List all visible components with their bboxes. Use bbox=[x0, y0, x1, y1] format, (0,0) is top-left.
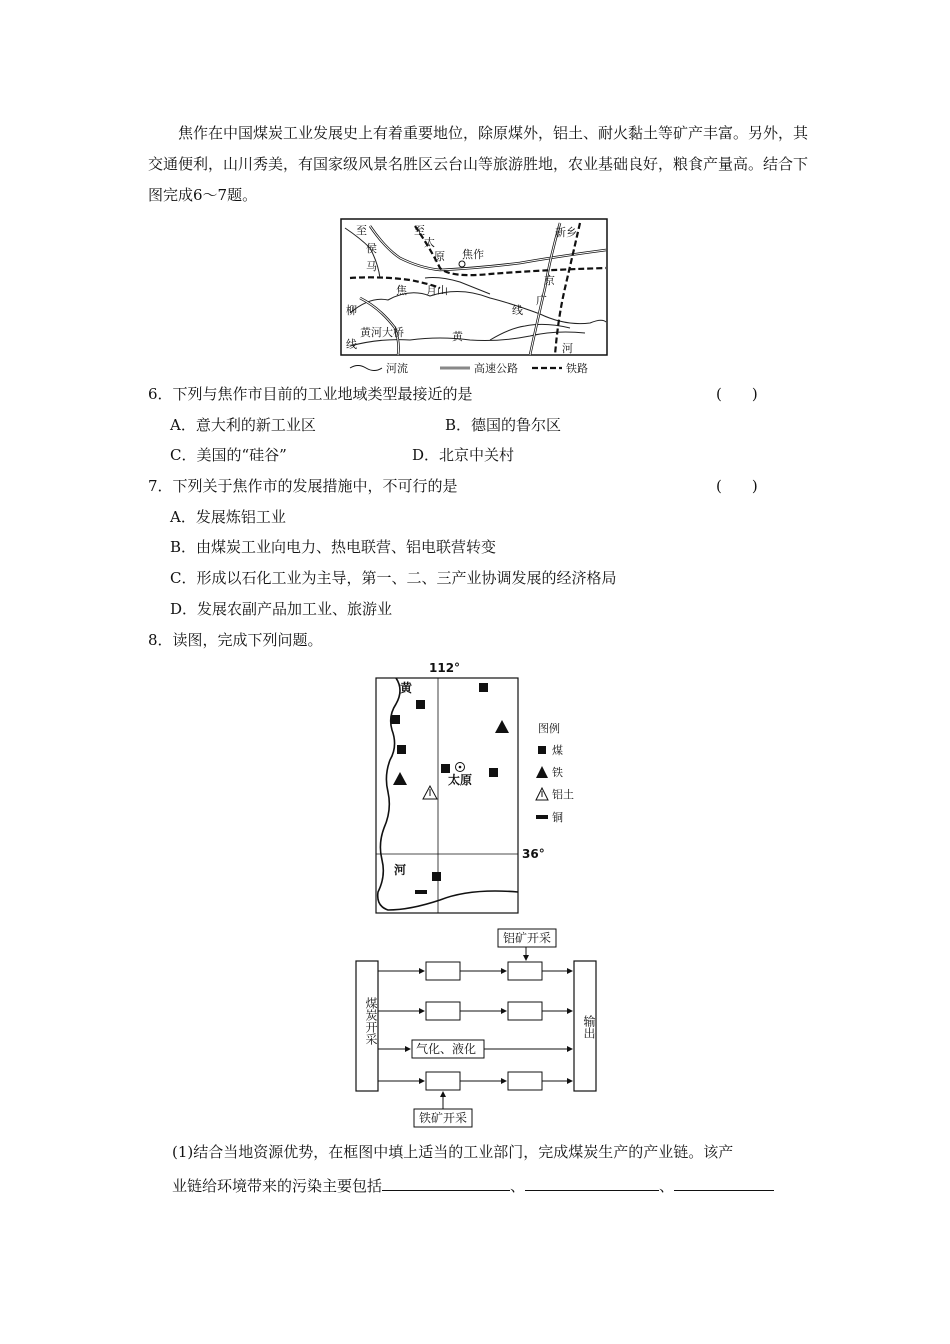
legend-river-label: 河流 bbox=[386, 362, 408, 375]
jiaozuo-map bbox=[340, 218, 610, 380]
q7-option-c: C．形成以石化工业为主导，第一、二、三产业协调发展的经济格局 bbox=[170, 569, 617, 587]
map1-label: 线 bbox=[346, 338, 357, 351]
q7-stem: 7．下列关于焦作市的发展措施中，不可行的是 bbox=[148, 477, 458, 495]
q7-answer-paren: ( ) bbox=[716, 477, 758, 495]
map1-label: 线 bbox=[512, 304, 523, 317]
map2-legend bbox=[530, 720, 590, 830]
separator: 、 bbox=[659, 1177, 675, 1195]
map1-label: 柳 bbox=[346, 304, 357, 317]
legend-railway-label: 铁路 bbox=[566, 362, 588, 375]
answer-blank[interactable] bbox=[382, 1176, 510, 1191]
coal-symbol bbox=[397, 745, 406, 754]
legend-coal-label: 煤 bbox=[552, 744, 563, 757]
q6-option-c: C．美国的“硅谷” bbox=[170, 446, 287, 464]
q6-option-b: B．德国的鲁尔区 bbox=[445, 416, 562, 434]
map1-label: 京 bbox=[544, 274, 555, 287]
q7-option-b: B．由煤炭工业向电力、热电联营、铝电联营转变 bbox=[170, 538, 497, 556]
map1-label: 至 bbox=[414, 224, 425, 237]
sub1-line1: (1)结合当地资源优势，在框图中填上适当的工业部门，完成煤炭生产的产业链。该产 bbox=[172, 1143, 734, 1161]
map1-label: 广 bbox=[536, 294, 547, 307]
sub1-line2 bbox=[172, 1176, 774, 1194]
coal-industry-chain-diagram bbox=[350, 925, 610, 1130]
answer-blank[interactable] bbox=[525, 1176, 659, 1191]
map1-label: 太 bbox=[424, 236, 435, 249]
q6-answer-paren: ( ) bbox=[716, 385, 758, 403]
coal-symbol bbox=[489, 768, 498, 777]
map1-label: 新乡 bbox=[555, 226, 577, 239]
coal-symbol bbox=[391, 715, 400, 724]
blank-box bbox=[508, 962, 542, 980]
legend-iron-label: 铁 bbox=[552, 766, 563, 779]
gasification-label: 气化、液化 bbox=[416, 1042, 477, 1056]
coal-symbol bbox=[416, 700, 425, 709]
map1-label: 至 bbox=[356, 224, 367, 237]
legend-highway-label: 高速公路 bbox=[474, 362, 518, 375]
output-label: 输出 bbox=[582, 1015, 596, 1039]
map1-label: 河 bbox=[562, 342, 573, 355]
answer-blank[interactable] bbox=[674, 1176, 774, 1191]
legend-copper-label: 铜 bbox=[552, 811, 563, 824]
coal-symbol bbox=[479, 683, 488, 692]
sub1-line2-text: 业链给环境带来的污染主要包括 bbox=[172, 1177, 383, 1195]
longitude-label: 112° bbox=[429, 661, 461, 675]
coal-symbol bbox=[441, 764, 450, 773]
latitude-label: 36° bbox=[522, 847, 545, 861]
map1-label: 侯 bbox=[366, 242, 377, 255]
q7-option-d: D．发展农副产品加工业、旅游业 bbox=[170, 600, 393, 618]
map1-label: 黄 bbox=[452, 330, 463, 343]
taiyuan-label: 太原 bbox=[448, 773, 473, 787]
map2-river-label: 黄 bbox=[400, 681, 413, 695]
intro-paragraph: 焦作在中国煤炭工业发展史上有着重要地位，除原煤外，铝土、耐火黏土等矿产丰富。另外，其交通便利，山川秀美，有国家级风景名胜区云台山等旅游胜地，农业基础良好，粮食产量高。结合下图完成6～7题。 bbox=[148, 124, 809, 204]
iron-mining-label: 铁矿开采 bbox=[419, 1111, 468, 1125]
legend-title: 图例 bbox=[538, 722, 560, 735]
blank-box bbox=[426, 962, 460, 980]
blank-box bbox=[508, 1002, 542, 1020]
map2-river-label: 河 bbox=[394, 863, 407, 877]
coal-symbol bbox=[432, 872, 441, 881]
map1-label: 焦作 bbox=[462, 248, 484, 261]
legend-bauxite-label: 铝土 bbox=[552, 788, 574, 801]
copper-symbol bbox=[415, 890, 427, 894]
q6-option-d: D．北京中关村 bbox=[412, 446, 515, 464]
separator: 、 bbox=[510, 1177, 526, 1195]
blank-box bbox=[508, 1072, 542, 1090]
map1-label: 月山 bbox=[426, 284, 448, 297]
q8-stem: 8．读图，完成下列问题。 bbox=[148, 631, 323, 649]
map1-label: 马 bbox=[366, 260, 377, 273]
blank-box bbox=[426, 1072, 460, 1090]
map1-label: 黄河大桥 bbox=[360, 326, 404, 339]
q6-option-a: A．意大利的新工业区 bbox=[170, 416, 316, 434]
aluminum-mining-label: 铝矿开采 bbox=[503, 931, 552, 945]
blank-box bbox=[426, 1002, 460, 1020]
q6-stem: 6．下列与焦作市目前的工业地域类型最接近的是 bbox=[148, 385, 473, 403]
map1-label: 原 bbox=[434, 250, 445, 263]
coal-mining-label: 煤炭开采 bbox=[364, 997, 378, 1045]
map1-label: 焦 bbox=[396, 284, 407, 297]
q7-option-a: A．发展炼铝工业 bbox=[170, 508, 286, 526]
